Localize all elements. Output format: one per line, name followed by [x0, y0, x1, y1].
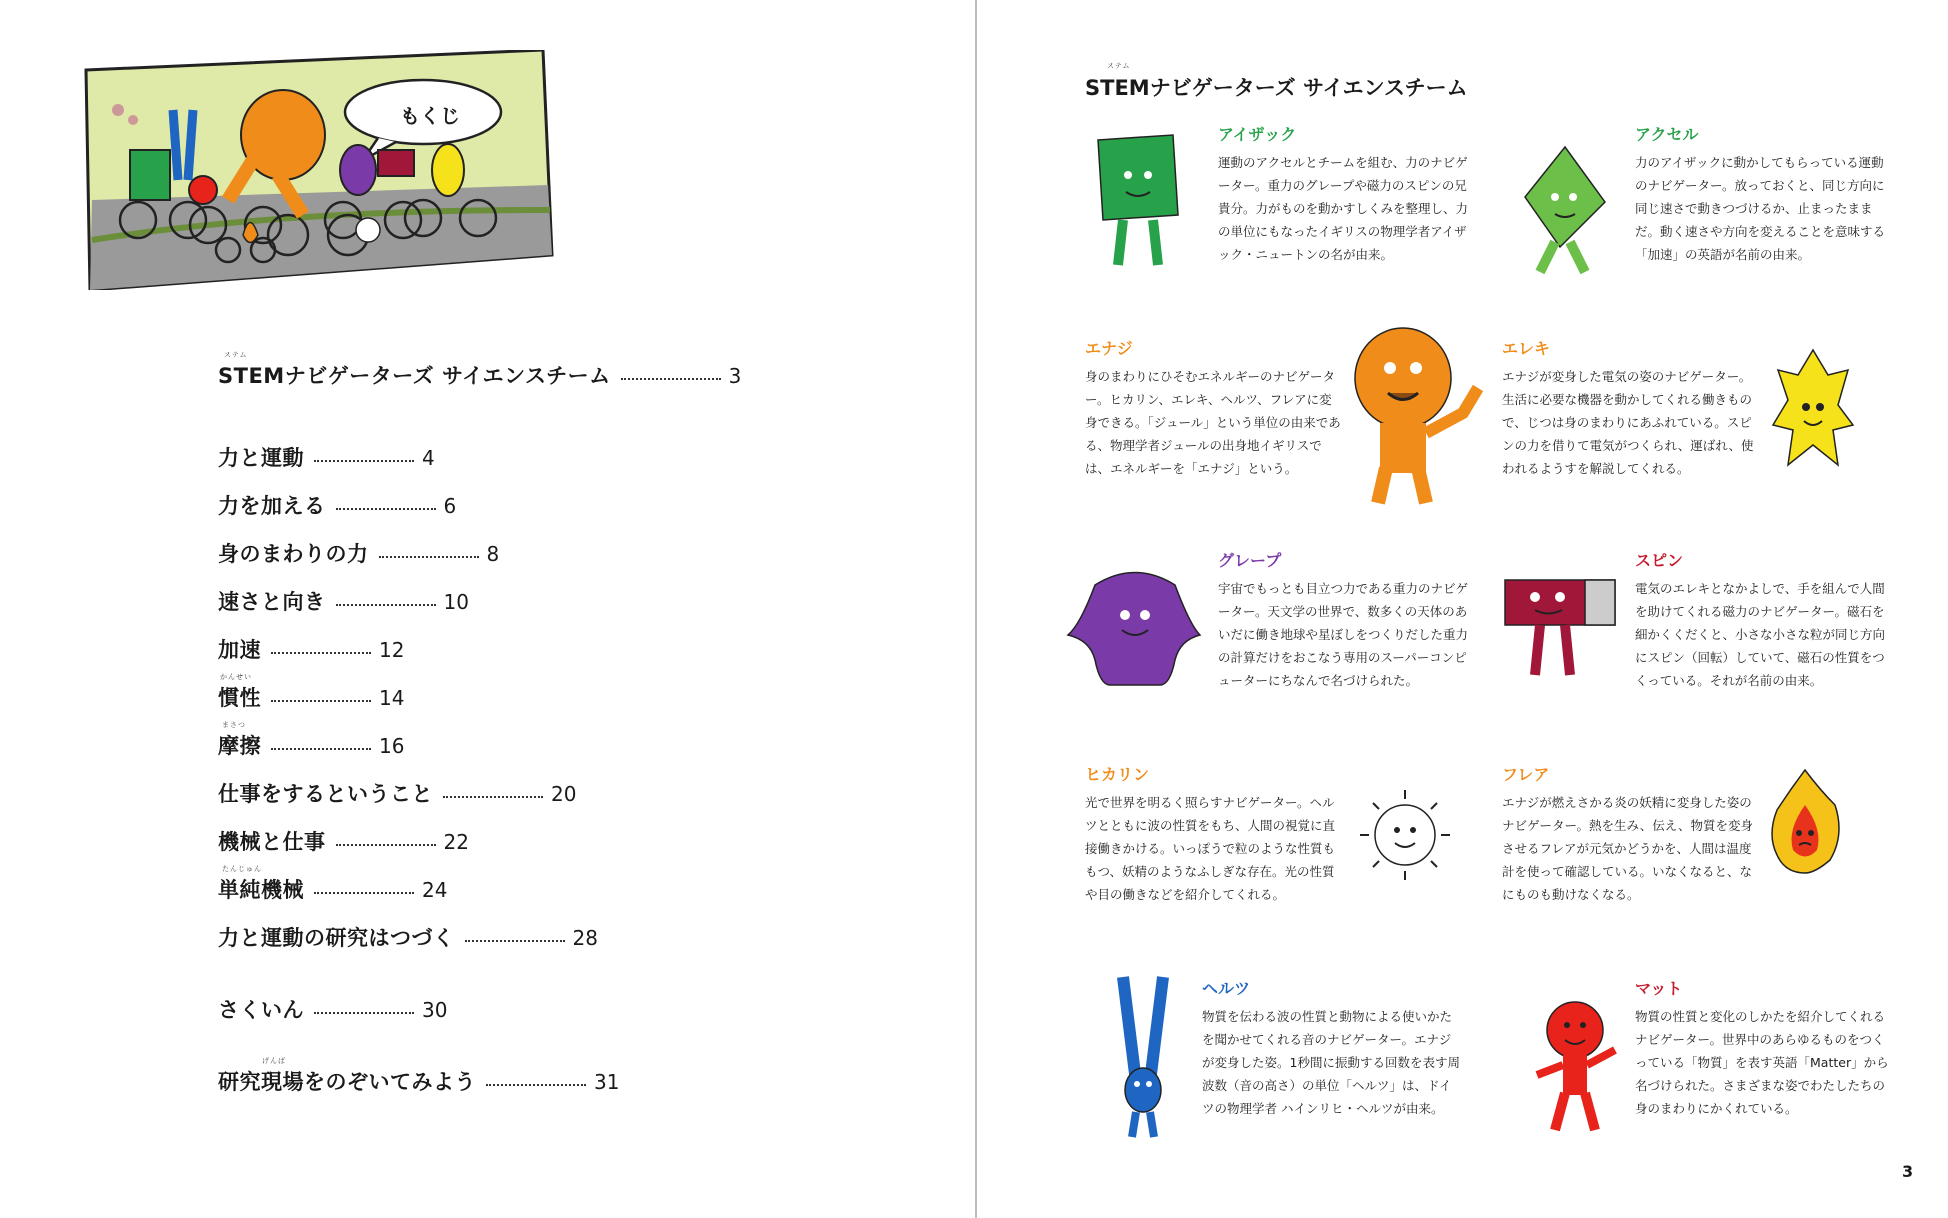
toc-page-number: 31: [594, 1070, 620, 1094]
character-description: エナジが燃えさかる炎の妖精に変身した姿のナビゲーター。熱を生み、伝え、物質を変身させるフレアが元気かどうかを、人間は温度計を使って確認している。いなくなると、なにものも動けなくなる。: [1502, 795, 1754, 902]
axel-figure: [1515, 142, 1615, 282]
grape-figure: [1060, 565, 1210, 690]
character-name: アイザック: [1218, 125, 1297, 144]
dot-leader: [314, 892, 414, 894]
dot-leader: [336, 844, 436, 846]
character-name: グレープ: [1218, 551, 1282, 570]
character-name: ヘルツ: [1202, 979, 1251, 998]
toc-item-apply-force[interactable]: [218, 490, 456, 520]
character-description: 運動のアクセルとチームを組む、力のナビゲーター。重力のグレープや磁力のスピンの兄貴分。力がものを動かすしくみを整理し、力の単位にもなったイギリスの物理学者アイザック・ニュートンの名が由来。: [1218, 155, 1469, 262]
toc-label: 加速: [218, 638, 261, 662]
toc-page-number: 8: [486, 542, 500, 566]
character-name: マット: [1635, 979, 1683, 998]
character-description: 物質の性質と変化のしかたを紹介してくれるナビゲーター。世界中のあらゆるものをつくっている「物質」を表す英語「Matter」から名づけられた。さまざまな姿でわたしたちの身のまわりにかくれている。: [1635, 1009, 1889, 1116]
toc-item-force-motion[interactable]: [218, 442, 435, 472]
character-description: 電気のエレキとなかよしで、手を組んで人間を助けてくれる磁力のナビゲーター。磁石を細かくくだくと、小さな小さな粒が同じ方向にスピン（回転）していて、磁石の性質をつくっている。それが名前の由来。: [1635, 581, 1886, 688]
character-ereki: [1502, 336, 1760, 480]
toc-item-inertia[interactable]: [218, 673, 405, 712]
cycling-team-illustration: [78, 50, 556, 290]
character-name: スピン: [1635, 551, 1684, 570]
bubble-title: もくじ: [400, 104, 460, 128]
character-description: 力のアイザックに動かしてもらっている運動のナビゲーター。放っておくと、同じ方向に同じ速さで動きつづけるか、止まったままだ。動く速さや方向を変えることを意味する「加速」の英語が名前の由来。: [1635, 155, 1886, 262]
toc-item-speed-direction[interactable]: [218, 586, 469, 616]
toc-ruby: かんせい: [220, 673, 252, 681]
character-name: ヒカリン: [1085, 765, 1150, 784]
toc-page-number: 10: [443, 590, 469, 614]
character-isaac: [1218, 122, 1476, 266]
enaji-figure: [1338, 318, 1488, 508]
page-gutter: [975, 0, 977, 1218]
toc-item-index[interactable]: [218, 994, 447, 1024]
toc-label: 仕事をするということ: [218, 782, 433, 806]
dot-leader: [336, 508, 436, 510]
character-name: エナジ: [1085, 339, 1133, 358]
character-grape: [1218, 548, 1476, 692]
toc-label: さくいん: [218, 998, 304, 1022]
character-description: エナジが変身した電気の姿のナビゲーター。生活に必要な機器を動かしてくれる働きもので、じつは身のまわりにあふれている。スピンの力を借りて電気がつくられ、運ばれ、使われるようすを解説してくれる。: [1502, 369, 1754, 476]
dot-leader: [271, 700, 371, 702]
character-matt: [1635, 976, 1893, 1120]
character-hikarin: [1085, 762, 1343, 906]
toc-page-number: 6: [443, 494, 457, 518]
toc-label: 速さと向き: [218, 590, 326, 614]
character-name: エレキ: [1502, 339, 1551, 358]
toc-page-number: 3: [728, 364, 742, 388]
toc-label: 機械と仕事: [218, 830, 326, 854]
hertz-figure: [1108, 972, 1178, 1142]
dot-leader: [486, 1084, 586, 1086]
team-page-title: [1085, 62, 1468, 102]
toc-item-research-continues[interactable]: [218, 922, 598, 952]
toc-page-number: 14: [379, 686, 405, 710]
toc-label: STEMナビゲーターズ サイエンスチーム: [218, 364, 611, 388]
dot-leader: [379, 556, 479, 558]
toc-page-number: 22: [443, 830, 469, 854]
toc-page-number: 4: [422, 446, 435, 470]
toc-label: 力と運動の研究はつづく: [218, 926, 455, 950]
title-ruby: ステム: [1107, 62, 1131, 70]
toc-label: 慣性: [218, 686, 261, 710]
character-description: 身のまわりにひそむエネルギーのナビゲーター。ヒカリン、エレキ、ヘルツ、フレアに変身できる。「ジュール」という単位の由来である、物理学者ジュールの出身地イギリスでは、エネルギーを「エナジ」という。: [1085, 369, 1341, 476]
toc-page-number: 16: [379, 734, 405, 758]
dot-leader: [271, 652, 371, 654]
toc-page-number: 28: [572, 926, 598, 950]
dot-leader: [314, 1012, 414, 1014]
toc-label: 摩擦: [218, 734, 261, 758]
character-description: 宇宙でもっとも目立つ力である重力のナビゲーター。天文学の世界で、数多くの天体のあいだに働き地球や星ぼしをつくりだした重力の計算だけをおこなう専用のスーパーコンピューターにちなんで名づけられた。: [1218, 581, 1469, 688]
isaac-figure: [1088, 130, 1188, 280]
toc-item-research-site[interactable]: [218, 1057, 620, 1096]
ereki-figure: [1768, 345, 1858, 475]
toc-label: 研究現場をのぞいてみよう: [218, 1070, 476, 1094]
character-axel: [1635, 122, 1893, 266]
character-flare: [1502, 762, 1760, 906]
matt-figure: [1525, 995, 1625, 1135]
toc-ruby: げんば: [262, 1057, 286, 1065]
toc-page-number: 30: [422, 998, 448, 1022]
dot-leader: [271, 748, 371, 750]
dot-leader: [314, 460, 414, 462]
dot-leader: [621, 378, 721, 380]
toc-ruby: ステム: [224, 351, 248, 359]
toc-label: 身のまわりの力: [218, 542, 369, 566]
toc-item-acceleration[interactable]: [218, 634, 404, 664]
character-hertz: [1202, 976, 1460, 1120]
flare-figure: [1765, 765, 1845, 875]
character-description: 光で世界を明るく照らすナビゲーター。ヘルツとともに波の性質をもち、人間の視覚に直接働きかける。いっぽうで粒のような性質ももつ、妖精のようなふしぎな存在。光の性質や目の働きなどを紹介してくれる。: [1085, 795, 1336, 902]
character-name: フレア: [1502, 765, 1550, 784]
toc-page-number: 24: [422, 878, 448, 902]
spin-figure: [1500, 575, 1620, 685]
toc-item-stem-team[interactable]: [218, 351, 742, 390]
dot-leader: [465, 940, 565, 942]
dot-leader: [336, 604, 436, 606]
character-description: 物質を伝わる波の性質と動物による使いかたを聞かせてくれる音のナビゲーター。エナジが変身した姿。1秒間に振動する回数を表す周波数（音の高さ）の単位「ヘルツ」は、ドイツの物理学者 ハインリヒ・ヘルツが由来。: [1202, 1009, 1460, 1116]
team-title-text: STEMナビゲーターズ サイエンスチーム: [1085, 76, 1468, 100]
toc-item-machines-work[interactable]: [218, 826, 469, 856]
page-number: 3: [1902, 1162, 1914, 1181]
character-spin: [1635, 548, 1893, 692]
toc-label: 力を加える: [218, 494, 326, 518]
toc-item-doing-work[interactable]: [218, 778, 576, 808]
toc-page-number: 12: [379, 638, 405, 662]
dot-leader: [443, 796, 543, 798]
toc-page-number: 20: [551, 782, 577, 806]
toc-item-friction[interactable]: [218, 721, 405, 760]
toc-ruby: まさつ: [222, 721, 246, 729]
toc-item-everyday-forces[interactable]: [218, 538, 499, 568]
hikarin-figure: [1355, 785, 1455, 885]
character-enaji: [1085, 336, 1343, 480]
toc-label: 単純機械: [218, 878, 304, 902]
toc-ruby: たんじゅん: [222, 865, 262, 873]
character-name: アクセル: [1635, 125, 1699, 144]
toc-label: 力と運動: [218, 446, 304, 470]
contents-illustration: [78, 50, 556, 290]
toc-item-simple-machines[interactable]: [218, 865, 448, 904]
